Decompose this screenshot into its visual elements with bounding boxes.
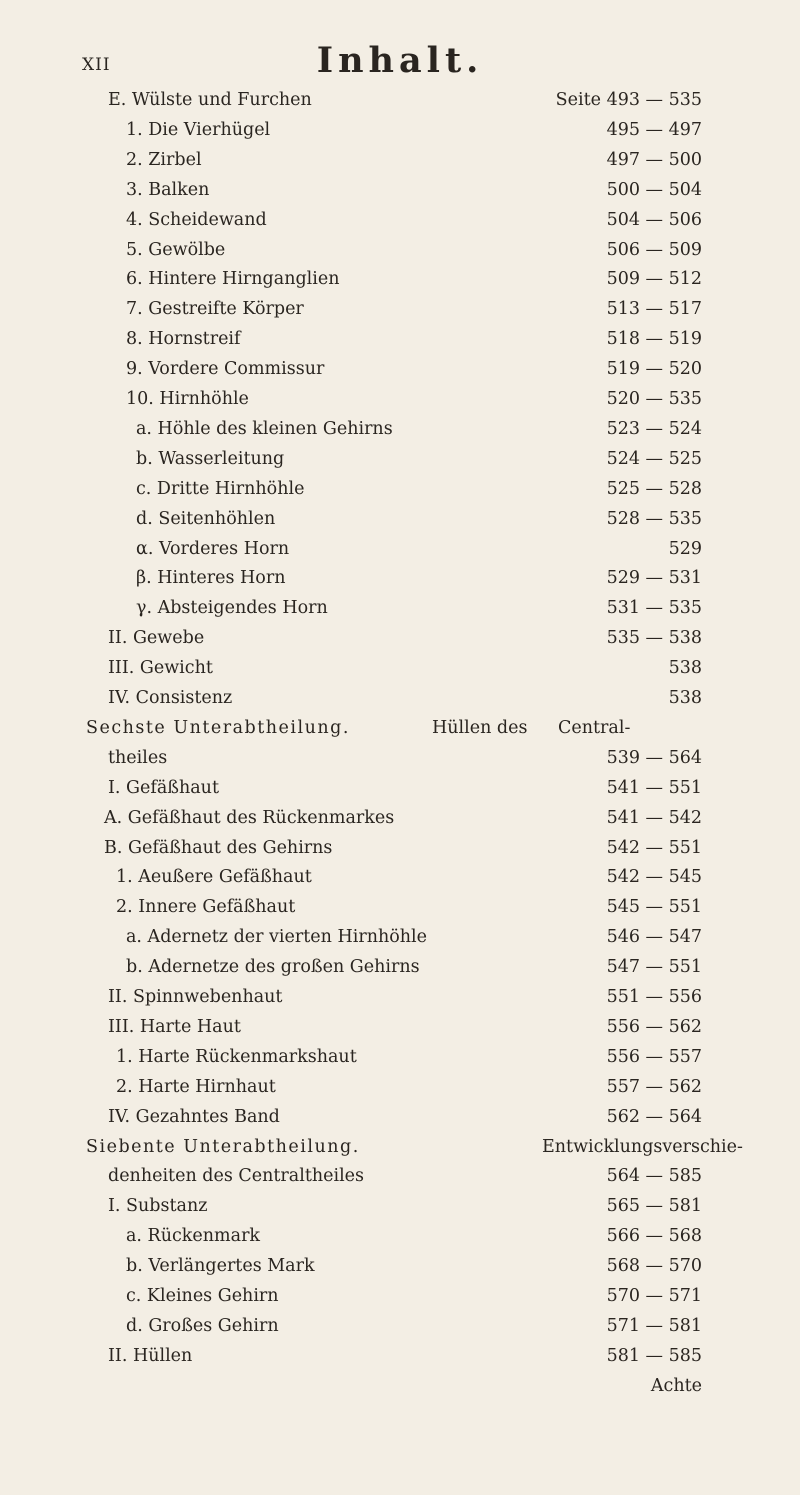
toc-entry-label: β. Hinteres Horn xyxy=(136,568,286,589)
toc-entry-label: II. Hüllen xyxy=(108,1345,193,1366)
toc-entry-label: b. Wasserleitung xyxy=(136,448,285,469)
toc-entry-label: 1. Harte Rückenmarkshaut xyxy=(116,1046,357,1067)
toc-entry xyxy=(0,718,800,752)
toc-entry-label: b. Verlängertes Mark xyxy=(126,1256,315,1277)
toc-entry-label: 2. Harte Hirnhaut xyxy=(116,1076,276,1097)
toc-entry xyxy=(0,688,800,722)
toc-entry-pages: 571 — 581 xyxy=(606,1315,702,1336)
toc-entry-pages: 551 — 556 xyxy=(606,987,702,1007)
page-number: XII xyxy=(82,55,111,75)
toc-entry-label: 7. Gestreifte Körper xyxy=(126,299,304,320)
toc-entry-pages: 542 — 545 xyxy=(606,867,702,888)
toc-entry xyxy=(0,838,800,872)
toc-entry-pages: 528 — 535 xyxy=(606,508,702,529)
toc-entry-pages: 568 — 570 xyxy=(606,1256,702,1277)
toc-entry-label: II. Gewebe xyxy=(108,628,205,649)
toc-entry-pages: 546 — 547 xyxy=(606,927,702,948)
toc-entry-pages: 509 — 512 xyxy=(606,269,702,290)
toc-entry xyxy=(0,299,800,333)
toc-entry xyxy=(0,150,800,184)
toc-entry-continuation: Central- xyxy=(558,717,631,738)
toc-entry-pages: 566 — 568 xyxy=(606,1226,702,1247)
toc-entry-continuation: Entwicklungsverschie- xyxy=(542,1136,743,1157)
toc-entry-label: d. Großes Gehirn xyxy=(126,1315,279,1336)
toc-entry-pages: 519 — 520 xyxy=(606,359,702,380)
toc-entry xyxy=(0,748,800,782)
toc-entry xyxy=(0,1226,800,1260)
toc-entry xyxy=(0,479,800,513)
toc-entry-label: 2. Zirbel xyxy=(126,149,202,170)
toc-entry-label: II. Spinnwebenhaut xyxy=(108,987,283,1007)
toc-entry-label: a. Höhle des kleinen Gehirns xyxy=(136,418,393,439)
toc-entry-pages: 518 — 519 xyxy=(606,329,702,350)
page-header xyxy=(0,0,800,90)
toc-entry-pages: 520 — 535 xyxy=(606,389,702,409)
toc-entry-label: E. Wülste und Furchen xyxy=(108,90,312,110)
toc-entry-pages: 497 — 500 xyxy=(606,149,702,170)
toc-entry-pages: 506 — 509 xyxy=(606,239,702,260)
toc-entry-label: Sechste Unterabtheilung. xyxy=(86,717,350,738)
toc-entry-pages: 531 — 535 xyxy=(606,598,702,619)
toc-entry-label: 1. Die Vierhügel xyxy=(126,119,271,140)
toc-entry xyxy=(0,598,800,632)
toc-entry-label: IV. Consistenz xyxy=(108,688,233,708)
toc-entry-label: d. Seitenhöhlen xyxy=(136,508,276,529)
toc-entry xyxy=(0,210,800,244)
toc-entry-continuation: Hüllen des xyxy=(432,717,528,738)
toc-entry xyxy=(0,389,800,423)
toc-entry-label: 2. Innere Gefäßhaut xyxy=(116,897,296,918)
toc-entry xyxy=(0,1166,800,1200)
toc-entry xyxy=(0,628,800,662)
toc-entry xyxy=(0,808,800,842)
toc-entry-pages: 538 xyxy=(668,658,702,679)
toc-entry-pages: 524 — 525 xyxy=(606,448,702,469)
catchword: Achte xyxy=(650,1375,702,1396)
toc-entry xyxy=(0,957,800,991)
toc-entry-pages: Seite 493 — 535 xyxy=(555,90,702,110)
toc-entry-pages: 525 — 528 xyxy=(606,478,702,499)
toc-entry-label: I. Gefäßhaut xyxy=(108,777,219,798)
toc-entry xyxy=(0,927,800,961)
toc-entry-pages: 529 xyxy=(668,538,702,559)
toc-entry-label: a. Adernetz der vierten Hirnhöhle xyxy=(126,927,428,948)
toc-entry-pages: 504 — 506 xyxy=(606,209,702,230)
toc-entry xyxy=(0,1137,800,1171)
toc-entry xyxy=(0,1196,800,1230)
toc-entry-pages: 556 — 557 xyxy=(606,1046,702,1067)
toc-entry xyxy=(0,1346,800,1380)
toc-entry xyxy=(0,90,800,124)
toc-entry-pages: 535 — 538 xyxy=(606,628,702,649)
toc-entry-pages: 539 — 564 xyxy=(606,747,702,768)
toc-entry-label: 3. Balken xyxy=(126,179,210,200)
toc-entry xyxy=(0,987,800,1021)
toc-entry-pages: 565 — 581 xyxy=(606,1196,702,1217)
toc-entry-pages: 562 — 564 xyxy=(606,1106,702,1127)
toc-entry xyxy=(0,180,800,214)
toc-entry-pages: 529 — 531 xyxy=(606,568,702,589)
toc-entry xyxy=(0,867,800,901)
toc-entry-label: 8. Hornstreif xyxy=(126,329,241,350)
toc-entry-label: c. Dritte Hirnhöhle xyxy=(136,478,305,499)
toc-entry-label: γ. Absteigendes Horn xyxy=(136,598,328,619)
toc-entry xyxy=(0,359,800,393)
toc-entry-pages: 564 — 585 xyxy=(606,1166,702,1187)
toc-entry-pages: 581 — 585 xyxy=(606,1345,702,1366)
toc-entry-pages: 523 — 524 xyxy=(606,418,702,439)
toc-entry-pages: 541 — 551 xyxy=(606,777,702,798)
toc-entry-label: theiles xyxy=(108,747,168,768)
toc-entry xyxy=(0,658,800,692)
toc-entry-label: 5. Gewölbe xyxy=(126,239,226,260)
toc-entry-pages: 541 — 542 xyxy=(606,807,702,828)
toc-entry xyxy=(0,1316,800,1350)
toc-entry xyxy=(0,509,800,543)
toc-entry-pages: 547 — 551 xyxy=(606,957,702,978)
toc-entry-pages: 495 — 497 xyxy=(606,119,702,140)
toc-entry-label: a. Rückenmark xyxy=(126,1226,261,1247)
toc-entry xyxy=(0,1107,800,1141)
toc-entry xyxy=(0,1017,800,1051)
toc-entry xyxy=(0,778,800,812)
toc-entry-pages: 500 — 504 xyxy=(606,179,702,200)
toc-entry xyxy=(0,897,800,931)
toc-entry-label: 4. Scheidewand xyxy=(126,209,267,230)
toc-entry-pages: 556 — 562 xyxy=(606,1016,702,1037)
toc-entry-label: 6. Hintere Hirnganglien xyxy=(126,269,340,290)
toc-entry xyxy=(0,269,800,303)
toc-entry xyxy=(0,539,800,573)
toc-entry-label: III. Gewicht xyxy=(108,658,213,679)
toc-entry-pages: 513 — 517 xyxy=(606,299,702,320)
toc-entry-label: denheiten des Centraltheiles xyxy=(108,1166,365,1187)
toc-entry-label: III. Harte Haut xyxy=(108,1016,241,1037)
toc-entry-label: B. Gefäßhaut des Gehirns xyxy=(104,837,333,858)
toc-entry xyxy=(0,419,800,453)
toc-entry xyxy=(0,1256,800,1290)
toc-entry-label: 9. Vordere Commissur xyxy=(126,359,325,380)
toc-entry-pages: 557 — 562 xyxy=(606,1076,702,1097)
toc-entry xyxy=(0,449,800,483)
toc-entry-label: α. Vorderes Horn xyxy=(136,538,290,559)
toc-entry-label: A. Gefäßhaut des Rückenmarkes xyxy=(104,807,395,828)
toc-entry-label: Siebente Unterabtheilung. xyxy=(86,1136,360,1157)
page-title: Inhalt. xyxy=(316,40,484,81)
toc-entry-label: b. Adernetze des großen Gehirns xyxy=(126,957,420,978)
toc-entry xyxy=(0,120,800,154)
toc-entry-pages: 538 xyxy=(668,688,702,708)
toc-entry-label: IV. Gezahntes Band xyxy=(108,1106,280,1127)
toc-entry xyxy=(0,568,800,602)
toc-entry xyxy=(0,240,800,274)
toc-entry-label: I. Substanz xyxy=(108,1196,208,1217)
toc-entry-label: c. Kleines Gehirn xyxy=(126,1286,279,1306)
toc-entry xyxy=(0,1047,800,1081)
toc-entry xyxy=(0,329,800,363)
toc-entry-pages: 570 — 571 xyxy=(606,1286,702,1306)
toc-entry xyxy=(0,1077,800,1111)
toc-entry-pages: 542 — 551 xyxy=(606,837,702,858)
toc-entry-label: 10. Hirnhöhle xyxy=(126,389,249,409)
toc-entry-label: 1. Aeußere Gefäßhaut xyxy=(116,867,312,888)
toc-entry xyxy=(0,1286,800,1320)
toc-entry-pages: 545 — 551 xyxy=(606,897,702,918)
